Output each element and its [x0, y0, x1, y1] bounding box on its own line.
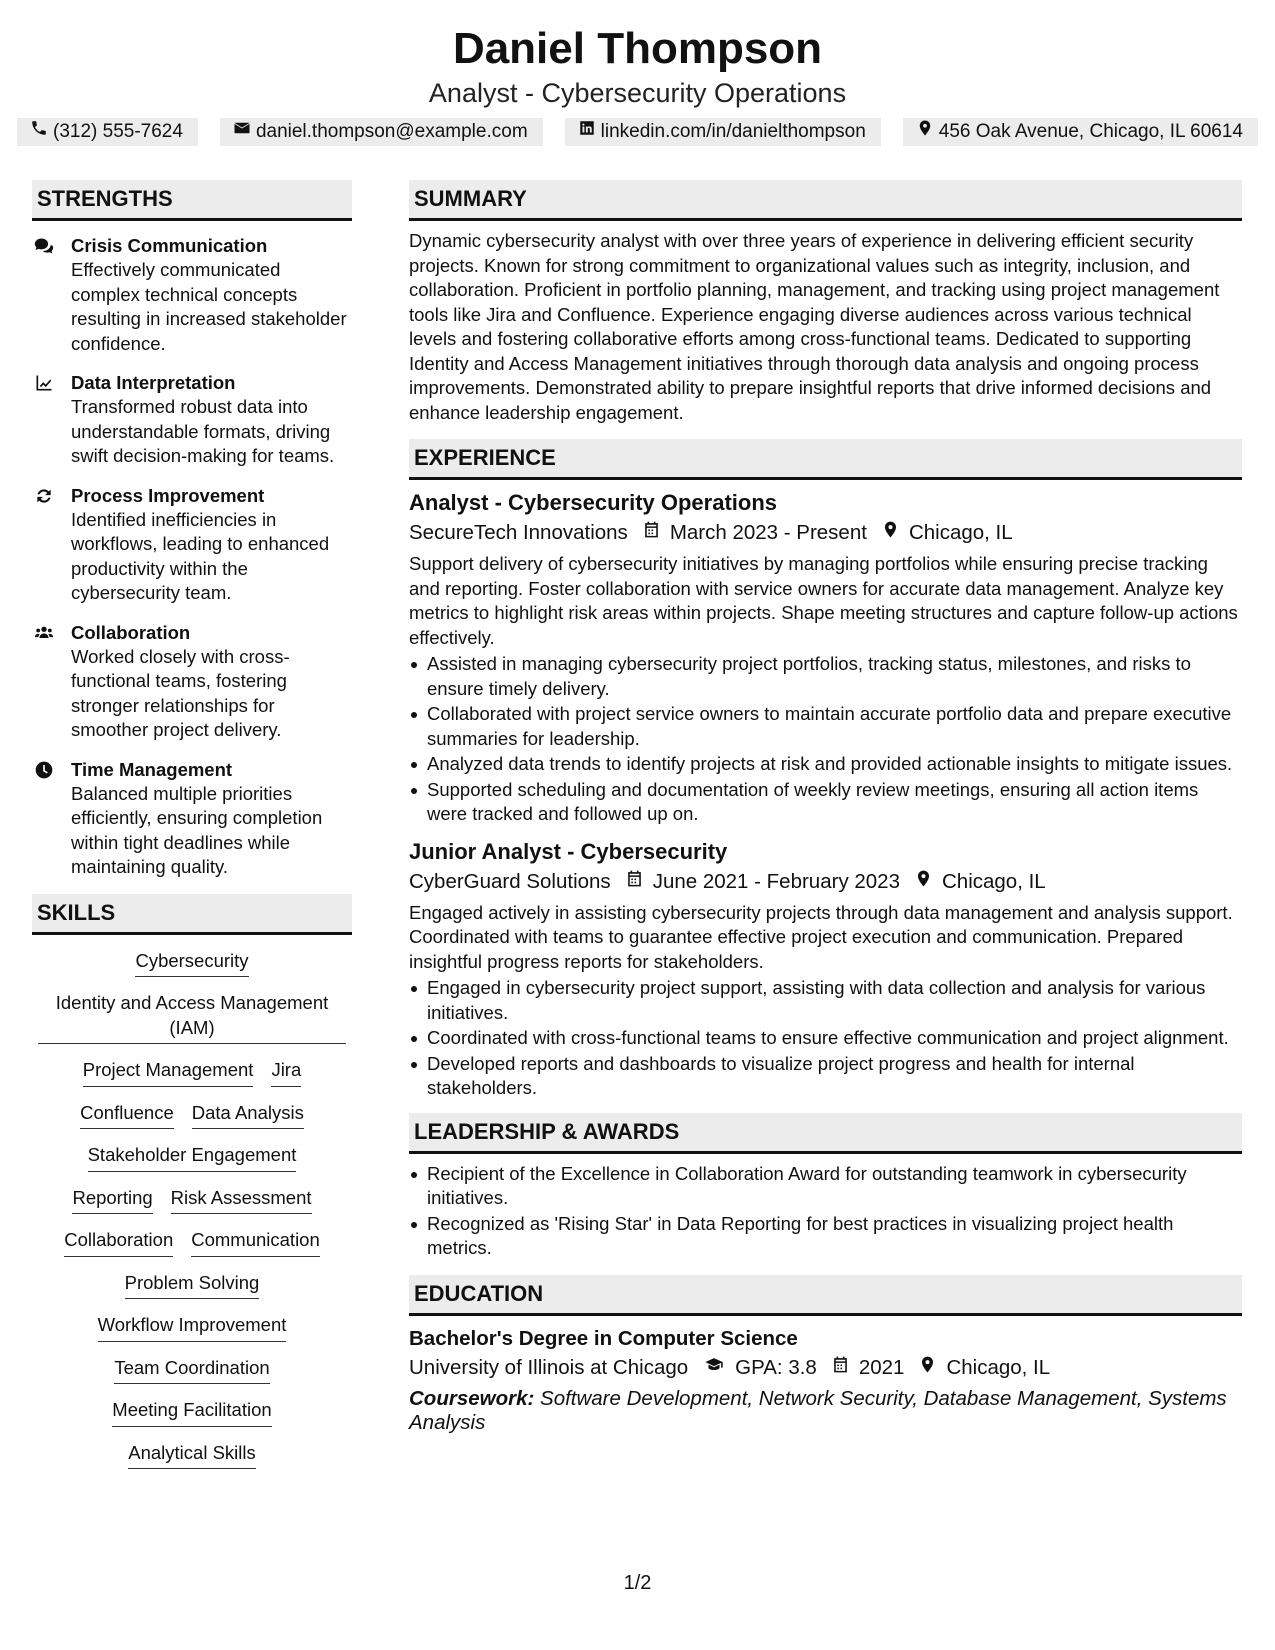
strength-desc: Identified inefficiencies in workflows, leading to enhanced productivity within the cybersecurity team. [71, 508, 330, 603]
strength-item [32, 233, 352, 356]
chat-bubbles-icon [32, 233, 71, 356]
strength-desc: Transformed robust data into understandable formats, driving swift decision-making for teams. [71, 396, 335, 466]
bullet-item: Engaged in cybersecurity project support, assisting with data collection and analysis for various initiatives. [409, 976, 1242, 1025]
leadership-bullets [409, 1162, 1242, 1261]
skill-tag: Collaboration [64, 1228, 173, 1257]
skill-tag: Problem Solving [125, 1271, 260, 1300]
contact-address [903, 118, 1258, 146]
job-description: Support delivery of cybersecurity initiatives by managing portfolios while ensuring precise tracking and reporting. Foster collaboration with service owners for accurate data management. Analyze key metrics to highlight risk areas within projects. Shape meeting structures and capture follow-up actions effectively. [409, 553, 1238, 648]
strength-title: Time Management [71, 758, 233, 780]
strength-desc: Balanced multiple priorities efficiently, ensuring completion within tight deadlines while maintaining quality. [71, 782, 323, 877]
skill-tag: Reporting [72, 1186, 152, 1215]
strength-item [32, 483, 352, 606]
summary-heading: SUMMARY [409, 180, 1242, 221]
strengths-heading: STRENGTHS [32, 180, 352, 221]
page-number: 1/2 [623, 1572, 652, 1594]
left-column [32, 180, 352, 1483]
coursework-label: Coursework: [409, 1386, 535, 1410]
bullet-item: Assisted in managing cybersecurity project portfolios, tracking status, milestones, and risks to ensure timely delivery. [409, 652, 1242, 701]
phone-icon [30, 118, 48, 146]
job-bullets [409, 976, 1242, 1101]
skill-tag: Team Coordination [114, 1356, 269, 1385]
users-icon [32, 620, 71, 743]
strength-title: Data Interpretation [71, 372, 236, 393]
strength-item [32, 757, 352, 880]
experience-heading: EXPERIENCE [409, 439, 1242, 480]
strength-item [32, 370, 352, 469]
calendar-icon [817, 1353, 859, 1383]
skill-tag: Workflow Improvement [98, 1313, 287, 1342]
strengths-list [32, 233, 352, 880]
envelope-icon [233, 118, 251, 146]
job-description: Engaged actively in assisting cybersecurity projects through data management and analysis support. Coordinated with teams to guarantee effective project execution and communication. Prepared insightful progress reports for stakeholders. [409, 901, 1233, 972]
strength-title: Crisis Communication [71, 235, 268, 256]
strength-desc: Worked closely with cross-functional teams, fostering stronger relationships for smoother project delivery. [71, 645, 290, 740]
contact-linkedin-text[interactable]: linkedin.com/in/danielthompson [600, 121, 866, 142]
job-meta [409, 518, 1242, 548]
job-company: CyberGuard Solutions [409, 869, 611, 893]
job-company: SecureTech Innovations [409, 521, 628, 544]
resume-header [0, 22, 1275, 146]
strength-title: Collaboration [71, 621, 191, 643]
skill-tag: Confluence [80, 1101, 174, 1130]
job-entry [409, 837, 1242, 1101]
skill-tag: Data Analysis [192, 1101, 304, 1130]
education-location: Chicago, IL [946, 1355, 1051, 1379]
skill-tag: Cybersecurity [135, 949, 248, 978]
clock-icon [32, 757, 71, 880]
job-entry [409, 488, 1242, 827]
skills-list [32, 949, 352, 1470]
job-dates: March 2023 - Present [669, 521, 867, 544]
contact-phone [17, 118, 198, 146]
gpa: GPA: 3.8 [735, 1355, 817, 1379]
skill-tag: Identity and Access Management (IAM) [38, 991, 346, 1044]
contact-address-text: 456 Oak Avenue, Chicago, IL 60614 [938, 121, 1243, 142]
location-pin-icon [916, 118, 934, 146]
skill-tag: Meeting Facilitation [112, 1398, 271, 1427]
strength-desc: Effectively communicated complex technical concepts resulting in increased stakeholder confidence. [71, 259, 347, 354]
job-location: Chicago, IL [942, 869, 1046, 893]
education-heading: EDUCATION [409, 1275, 1242, 1316]
job-title: Analyst - Cybersecurity Operations [409, 490, 778, 515]
skill-tag: Project Management [83, 1058, 254, 1087]
contact-bar [0, 118, 1275, 146]
bullet-item: Recognized as 'Rising Star' in Data Reporting for best practices in visualizing project health metrics. [409, 1212, 1242, 1261]
location-pin-icon [867, 518, 909, 548]
bullet-item: Coordinated with cross-functional teams to ensure effective communication and project alignment. [409, 1026, 1242, 1051]
linkedin-icon [578, 118, 596, 146]
job-meta [409, 867, 1242, 897]
refresh-icon [32, 483, 71, 606]
location-pin-icon [900, 867, 942, 897]
job-title: Junior Analyst - Cybersecurity [409, 838, 728, 864]
coursework-list: Software Development, Network Security, Database Management, Systems Analysis [409, 1386, 1227, 1434]
calendar-icon [611, 867, 653, 897]
education-meta [409, 1353, 1242, 1383]
skills-heading: SKILLS [32, 894, 352, 935]
school-name: University of Illinois at Chicago [409, 1355, 689, 1379]
skill-tag: Communication [191, 1228, 320, 1257]
job-bullets [409, 652, 1242, 827]
leadership-heading: LEADERSHIP & AWARDS [409, 1113, 1242, 1154]
location-pin-icon [904, 1353, 946, 1383]
skill-tag: Analytical Skills [128, 1441, 256, 1470]
skill-tag: Jira [271, 1058, 301, 1087]
strength-item [32, 620, 352, 743]
job-dates: June 2021 - February 2023 [652, 869, 900, 893]
graduation-year: 2021 [858, 1355, 905, 1379]
bullet-item: Supported scheduling and documentation of weekly review meetings, ensuring all action items were tracked and followed up on. [409, 778, 1242, 827]
line-chart-icon [32, 370, 71, 469]
skill-tag: Risk Assessment [171, 1186, 312, 1215]
bullet-item: Developed reports and dashboards to visualize project progress and health for internal stakeholders. [409, 1052, 1242, 1101]
candidate-title: Analyst - Cybersecurity Operations [428, 78, 847, 108]
skill-tag: Stakeholder Engagement [88, 1143, 297, 1172]
candidate-name: Daniel Thompson [452, 24, 823, 73]
bullet-item: Collaborated with project service owners to maintain accurate portfolio data and prepare executive summaries for leadership. [409, 702, 1242, 751]
summary-text: Dynamic cybersecurity analyst with over three years of experience in delivering efficient security projects. Known for strong commitment to organizational values such as integrity, inclusion, and collaboration. Proficient in portfolio planning, management, and tracking using project management tools like Jira and Confluence. Experience engaging diverse audiences across various technical levels and fostering collaborative efforts among cross-functional teams. Dedicated to supporting Identity and Access Management initiatives through thorough data analysis and ongoing process improvements. Demonstrated ability to prepare insightful reports that drive informed decisions and enhance leadership engagement. [409, 230, 1220, 423]
contact-email-text[interactable]: daniel.thompson@example.com [255, 121, 528, 142]
graduation-cap-icon [688, 1353, 735, 1383]
degree-title: Bachelor's Degree in Computer Science [409, 1326, 798, 1350]
bullet-item: Analyzed data trends to identify projects at risk and provided actionable insights to mitigate issues. [409, 752, 1242, 777]
calendar-icon [628, 518, 670, 548]
contact-linkedin[interactable] [565, 118, 881, 146]
job-location: Chicago, IL [908, 521, 1013, 544]
contact-phone-text: (312) 555-7624 [53, 121, 183, 142]
bullet-item: Recipient of the Excellence in Collaboration Award for outstanding teamwork in cybersecurity initiatives. [409, 1162, 1242, 1211]
coursework [409, 1387, 1242, 1436]
right-column [409, 180, 1242, 1436]
strength-title: Process Improvement [71, 484, 265, 506]
contact-email[interactable] [220, 118, 543, 146]
